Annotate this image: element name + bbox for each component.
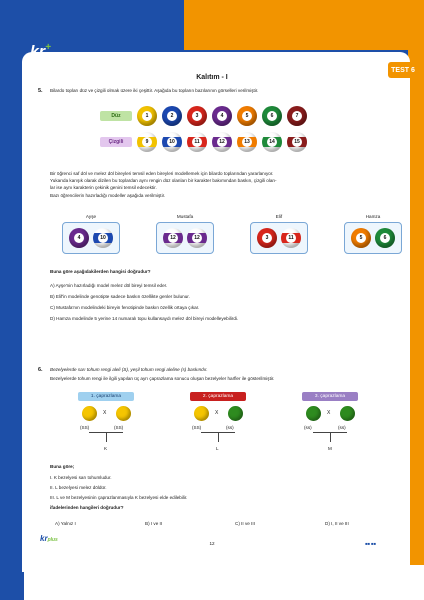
q6-option-a[interactable]: A) Yalnız I — [55, 521, 76, 526]
q5-paragraph-line2: Yukarıda karışık olarak dizilen bu toplardan aynı rengin düz olanları bir karakter bakımından baskın, çizgili olan- — [50, 178, 277, 183]
model-ball: 10 — [93, 228, 113, 248]
question-6-number: 6. — [38, 367, 43, 373]
page-number: 12 — [209, 541, 215, 546]
question-6-intro-2: Bezelyelerde tohum rengi ile ilgili yapılan üç ayrı çaprazlama sonucu oluşan bezelyeler harfler ile gösterilmiştir. — [50, 376, 275, 381]
model-ball: 12 — [187, 228, 207, 248]
genotype-label: (SS) — [114, 425, 124, 430]
q6-statement-2: II. L bezelyesi melez döldür. — [50, 485, 107, 490]
question-5-intro: Bilardo topları düz ve çizgili olmak üzere iki çeşittir. Aşağıda bu topların bazılarının görselleri verilmiştir. — [50, 88, 259, 93]
solid-row-label: Düz — [100, 111, 132, 121]
model-name: Hamza — [365, 214, 381, 219]
genotype-label: (ss) — [226, 425, 234, 430]
cross-line — [106, 432, 107, 442]
cross-line — [218, 432, 219, 442]
footer-logo: krplus — [40, 534, 58, 543]
q6-statement-1: I. K bezelyesi sarı tohumludur. — [50, 475, 112, 480]
q6-option-d[interactable]: D) I, II ve III — [325, 521, 349, 526]
q5-paragraph-2: Bazı öğrencilerin hazırladığı modeller aşağıda verilmiştir. — [50, 193, 166, 198]
pea-seed — [116, 406, 131, 421]
cross-symbol: X — [327, 410, 331, 416]
solid-ball: 1 — [137, 106, 157, 126]
q5-paragraph-line1: Bir öğrenci saf döl ve melez döl bireyleri temsil eden bireyleri modellemek için bilardo toplarından yararlanıyor. — [50, 171, 274, 176]
pea-seed — [228, 406, 243, 421]
genotype-label: (ss) — [338, 425, 346, 430]
cross-label: 1. çaprazlama — [78, 392, 134, 401]
q6-option-c[interactable]: C) II ve III — [235, 521, 255, 526]
cross-symbol: X — [215, 410, 219, 416]
q6-question-head: Buna göre; — [50, 464, 75, 469]
q6-question: ifadelerinden hangileri doğrudur? — [50, 505, 124, 510]
cross-label: 3. çaprazlama — [302, 392, 358, 401]
page-sheet — [22, 52, 410, 572]
striped-ball: 11 — [187, 132, 207, 152]
header-accent — [184, 0, 424, 50]
solid-ball: 2 — [162, 106, 182, 126]
striped-ball: 14 — [262, 132, 282, 152]
cross-line — [330, 432, 331, 442]
striped-ball: 15 — [287, 132, 307, 152]
pea-seed — [340, 406, 355, 421]
model-name: Mustafa — [176, 214, 194, 219]
q6-statement-3: III. L ve M bezelyesinin çaprazlanmasıyla K bezelyesi elde edilebilir. — [50, 495, 188, 500]
q5-option-b[interactable]: B) Elif'in modelinde genotipte sadece baskın özellikte genler bulunur. — [50, 294, 190, 299]
q5-option-d[interactable]: D) Hamza modelinde 5 yerine 14 numaralı topu kullansaydı melez döl bireyi modelleyebilirdi. — [50, 316, 239, 321]
striped-ball: 12 — [212, 132, 232, 152]
model-ball: 3 — [257, 228, 277, 248]
cross-symbol: X — [103, 410, 107, 416]
cross-result: L — [216, 446, 219, 451]
solid-ball: 7 — [287, 106, 307, 126]
q5-question: Buna göre aşağıdakilerden hangisi doğrudur? — [50, 269, 151, 274]
solid-ball: 6 — [262, 106, 282, 126]
footer-code: ■■ ■■ — [365, 541, 376, 546]
model-name: Elif — [275, 214, 283, 219]
model-name: Ayşe — [85, 214, 97, 219]
striped-ball: 9 — [137, 132, 157, 152]
right-band — [408, 45, 424, 565]
striped-row-label: Çizgili — [100, 137, 132, 147]
model-ball: 6 — [375, 228, 395, 248]
pea-seed — [306, 406, 321, 421]
page-title: Kalıtım - I — [196, 74, 228, 81]
solid-ball: 5 — [237, 106, 257, 126]
cross-label: 2. çaprazlama — [190, 392, 246, 401]
q5-option-a[interactable]: A) Ayşe'nin hazırladığı model melez döl bireyi temsil eder. — [50, 283, 168, 288]
striped-ball: 13 — [237, 132, 257, 152]
model-ball: 12 — [163, 228, 183, 248]
cross-result: K — [104, 446, 108, 451]
cross-result: M — [328, 446, 332, 451]
pea-seed — [194, 406, 209, 421]
solid-ball: 4 — [212, 106, 232, 126]
genotype-label: (ss) — [304, 425, 312, 430]
q5-option-c[interactable]: C) Mustafa'nın modelindeki bireyin fenotipinde baskın özellik ortaya çıkar. — [50, 305, 200, 310]
model-ball: 11 — [281, 228, 301, 248]
left-band — [0, 30, 24, 600]
solid-ball: 3 — [187, 106, 207, 126]
genotype-label: (SS) — [192, 425, 202, 430]
question-5-number: 5. — [38, 88, 43, 94]
q6-option-b[interactable]: B) I ve II — [145, 521, 163, 526]
model-ball: 4 — [69, 228, 89, 248]
striped-ball: 10 — [162, 132, 182, 152]
pea-seed — [82, 406, 97, 421]
q5-paragraph-line3: lar ise aynı karakterin çekinik genini temsil edecektir. — [50, 185, 157, 190]
question-6-intro: Bezelyelerde sarı tohum rengi aleli (S), yeşil tohum rengi aleline (s) baskındır. — [50, 367, 208, 372]
test-badge: TEST 6 — [388, 62, 418, 78]
genotype-label: (SS) — [80, 425, 90, 430]
brand-logo: kr+ — [30, 42, 51, 61]
model-ball: 5 — [351, 228, 371, 248]
